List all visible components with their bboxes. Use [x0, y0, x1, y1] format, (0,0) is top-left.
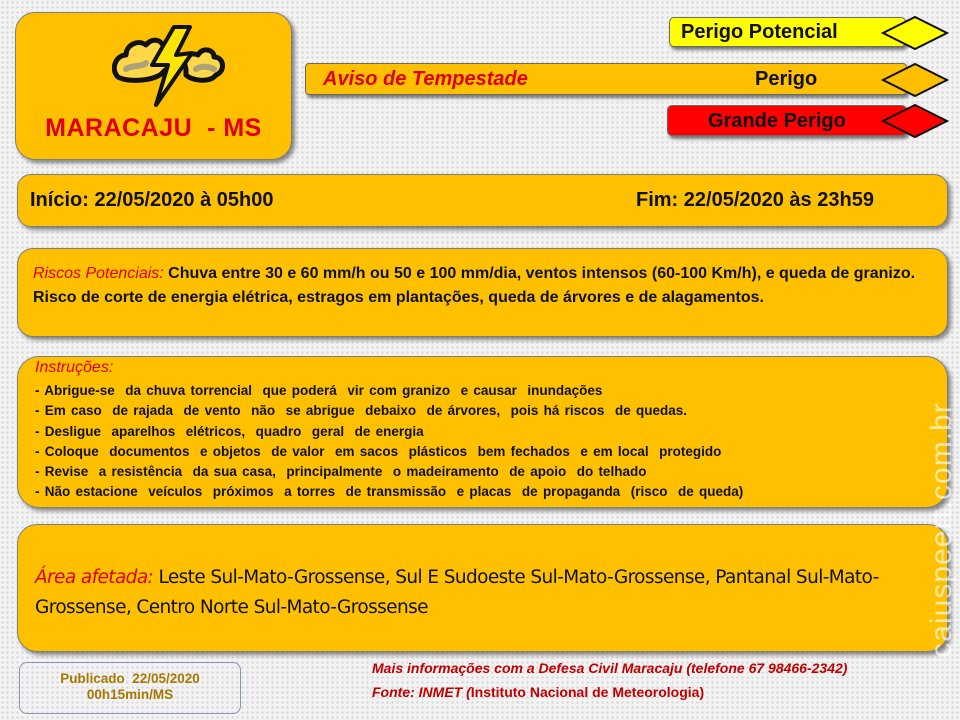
period-panel: [17, 174, 948, 227]
risks-panel: [17, 248, 948, 337]
list-item: - Revise a resistência da sua casa, principalmente o madeiramento de apoio do telhado: [35, 464, 647, 480]
instructions-panel: [17, 356, 948, 508]
published-time: 00h15min/MS: [86, 687, 174, 702]
end-date: Fim: 22/05/2020 às 23h59: [636, 189, 874, 211]
affected-area-regions: Leste Sul-Mato-Grossense, Sul E Sudoeste Sul-Mato-Grossense, Pantanal Sul-Mato-Grossense, Centro Norte Sul-Mato-Grossense: [35, 567, 879, 618]
source-name: Instituto Nacional de Meteorologia): [470, 684, 705, 700]
level-potential-bar: [669, 17, 906, 47]
source-label: Fonte: INMET (: [372, 684, 471, 700]
list-item: - Desligue aparelhos elétricos, quadro geral de energia: [35, 423, 424, 439]
instructions-list: [35, 381, 743, 503]
instructions-label: Instruções:: [35, 359, 114, 376]
level-danger-bar: [305, 63, 907, 95]
level-great-danger-diamond-icon: [879, 103, 951, 139]
start-date: Início: 22/05/2020 à 05h00: [30, 189, 274, 211]
storm-cloud-lightning-icon: [112, 25, 226, 107]
list-item: - Abrigue-se da chuva torrencial que poderá vir com granizo e causar inundações: [35, 383, 603, 398]
affected-area-text: [35, 563, 925, 623]
city-name: MARACAJU - MS: [45, 114, 262, 142]
affected-area-panel: [17, 524, 948, 652]
more-info-text: Mais informações com a Defesa Civil Maracaju (telefone 67 98466-2342): [372, 660, 848, 676]
list-item: - Não estacione veículos próximos a torres de transmissão e placas de propaganda (risco de queda): [35, 484, 744, 500]
watermark: caiuspeert.com.br: [925, 402, 958, 658]
level-danger-label: Perigo: [755, 68, 818, 90]
published-badge: [19, 662, 241, 714]
alert-title: Aviso de Tempestade: [323, 68, 528, 90]
risks-text: [33, 262, 933, 310]
list-item: - Coloque documentos e objetos de valor em sacos plásticos bem fechados e em local protegido: [35, 443, 722, 459]
level-potential-diamond-icon: [879, 15, 951, 51]
list-item: - Em caso de rajada de vento não se abrigue debaixo de árvores, pois há riscos de quedas.: [35, 403, 687, 419]
level-great-danger-bar: [667, 105, 907, 136]
level-great-danger-label: Grande Perigo: [708, 110, 846, 132]
level-potential-label: Perigo Potencial: [681, 21, 838, 43]
risks-label: Riscos Potenciais:: [33, 265, 164, 282]
risks-description: Chuva entre 30 e 60 mm/h ou 50 e 100 mm/dia, ventos intensos (60-100 Km/h), e queda de granizo. Risco de corte de energia elétrica, estragos em plantações, queda de árvores e de alagamentos.: [33, 265, 916, 306]
affected-area-label: Área afetada:: [35, 567, 154, 588]
published-date: Publicado 22/05/2020: [60, 671, 200, 686]
source-text: [372, 684, 704, 700]
city-panel: [15, 12, 292, 160]
level-danger-diamond-icon: [879, 62, 951, 98]
